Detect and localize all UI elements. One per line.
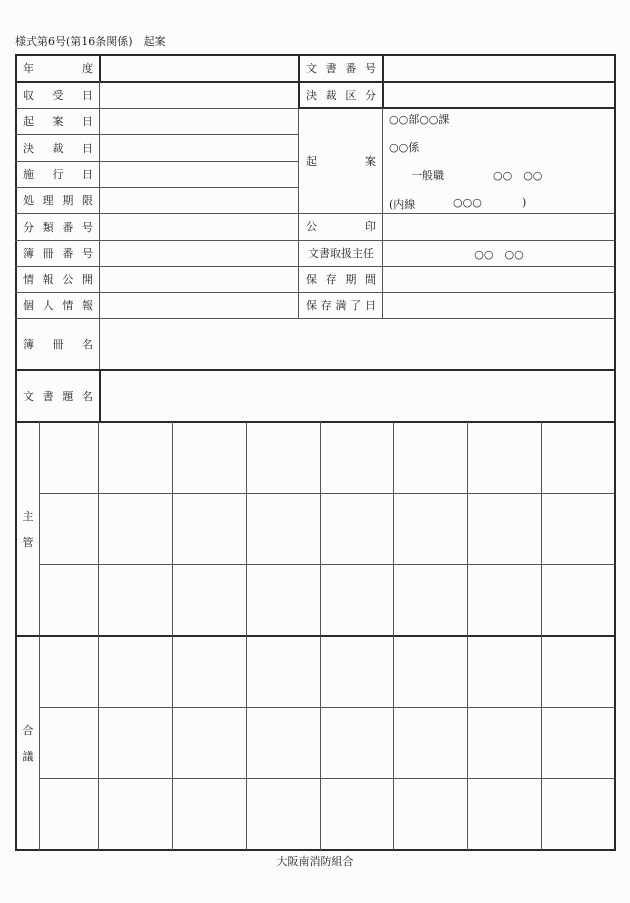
row-divider [298, 213, 615, 214]
approval-stamp-cell[interactable] [99, 708, 172, 778]
column-divider [382, 54, 384, 109]
drafter-extension-close: ) [522, 196, 527, 209]
label-left-row-9: 個 人 情 報 [23, 299, 93, 312]
column-divider [99, 370, 101, 422]
row-divider [15, 292, 298, 293]
approval-stamp-cell[interactable] [321, 565, 393, 636]
approval-stamp-cell[interactable] [468, 423, 541, 493]
input-document-title[interactable] [101, 371, 614, 422]
approval-stamp-cell[interactable] [99, 637, 172, 707]
input-left-row-1[interactable] [100, 82, 298, 108]
label-left-row-4: 施 行 日 [23, 168, 93, 181]
row-divider [298, 240, 615, 241]
input-book-name[interactable] [100, 319, 614, 370]
approval-section-label-0: 主 管 [22, 510, 34, 549]
approval-stamp-cell[interactable] [542, 708, 615, 778]
input-document-officer[interactable]: ○○ ○○ [474, 247, 524, 261]
label-book-name: 簿 冊 名 [23, 338, 93, 351]
approval-stamp-cell[interactable] [468, 494, 541, 564]
input-approval-type[interactable] [384, 82, 614, 108]
drafter-extension-open: (内線 [389, 198, 416, 211]
approval-stamp-cell[interactable] [173, 779, 246, 850]
approval-stamp-cell[interactable] [173, 423, 246, 493]
approval-stamp-cell[interactable] [394, 779, 467, 850]
label-left-row-7: 簿 冊 番 号 [23, 247, 93, 260]
approval-stamp-cell[interactable] [321, 494, 393, 564]
approval-stamp-cell[interactable] [173, 494, 246, 564]
approval-stamp-cell[interactable] [542, 565, 615, 636]
label-left-row-5: 処 理 期 限 [23, 194, 93, 207]
row-divider [298, 81, 615, 83]
input-left-row-7[interactable] [100, 241, 298, 266]
input-left-row-9[interactable] [100, 293, 298, 318]
approval-stamp-cell[interactable] [40, 779, 98, 850]
row-divider [15, 266, 298, 267]
drafter-name: ○○ ○○ [493, 169, 543, 182]
approval-stamp-cell[interactable] [321, 708, 393, 778]
approval-form [15, 54, 615, 850]
input-left-row-0[interactable] [100, 55, 298, 81]
label-drafter: 起 案 [306, 154, 376, 168]
input-left-row-4[interactable] [100, 162, 298, 187]
approval-stamp-cell[interactable] [542, 423, 615, 493]
input-left-row-8[interactable] [100, 267, 298, 292]
approval-stamp-cell[interactable] [173, 637, 246, 707]
input-retention-period[interactable] [384, 267, 614, 292]
column-divider [99, 318, 100, 370]
label-approval-type: 決 裁 区 分 [306, 88, 376, 102]
approval-stamp-cell[interactable] [394, 423, 467, 493]
approval-stamp-cell[interactable] [542, 637, 615, 707]
approval-stamp-cell[interactable] [542, 494, 615, 564]
row-divider [15, 81, 298, 83]
approval-stamp-cell[interactable] [468, 708, 541, 778]
drafter-department: ○○部○○課 [389, 113, 450, 126]
approval-stamp-cell[interactable] [247, 565, 320, 636]
column-divider [99, 81, 100, 318]
form-title: 様式第6号(第16条関係) 起案 [15, 35, 166, 48]
approval-section-label-1: 合 議 [22, 724, 34, 763]
label-official-seal: 公 印 [306, 220, 376, 233]
row-divider [15, 161, 298, 162]
row-divider [15, 187, 298, 188]
drafter-position: 一般職 [411, 169, 444, 182]
approval-stamp-cell[interactable] [173, 565, 246, 636]
label-document-number: 文 書 番 号 [306, 61, 376, 75]
label-document-title: 文 書 題 名 [23, 390, 93, 403]
organization-name: 大阪南消防組合 [276, 855, 354, 868]
drafter-section: ○○係 [389, 141, 420, 154]
approval-stamp-cell[interactable] [247, 708, 320, 778]
row-divider [15, 108, 298, 109]
row-divider [298, 266, 615, 267]
approval-stamp-cell[interactable] [247, 494, 320, 564]
approval-stamp-cell[interactable] [394, 708, 467, 778]
approval-stamp-cell[interactable] [321, 637, 393, 707]
approval-stamp-cell[interactable] [99, 779, 172, 850]
row-divider [15, 240, 298, 241]
row-divider [15, 134, 298, 135]
input-left-row-3[interactable] [100, 135, 298, 161]
input-left-row-2[interactable] [100, 109, 298, 134]
label-left-row-8: 情 報 公 開 [23, 273, 93, 286]
input-official-seal[interactable] [384, 214, 614, 239]
input-left-row-6[interactable] [100, 214, 298, 240]
approval-stamp-cell[interactable] [468, 565, 541, 636]
row-divider [15, 213, 298, 214]
approval-stamp-cell[interactable] [247, 779, 320, 850]
approval-stamp-cell[interactable] [394, 494, 467, 564]
label-document-officer: 文書取扱主任 [308, 247, 374, 260]
approval-stamp-cell[interactable] [40, 565, 98, 636]
input-left-row-5[interactable] [100, 188, 298, 213]
approval-stamp-cell[interactable] [99, 423, 172, 493]
approval-stamp-cell[interactable] [40, 637, 98, 707]
label-left-row-6: 分 類 番 号 [23, 220, 93, 234]
approval-stamp-cell[interactable] [99, 494, 172, 564]
approval-stamp-cell[interactable] [40, 708, 98, 778]
column-divider [99, 54, 101, 82]
label-left-row-2: 起 案 日 [23, 115, 93, 128]
label-left-row-0: 年 度 [23, 61, 93, 75]
label-left-row-3: 決 裁 日 [23, 141, 93, 155]
input-document-number[interactable] [384, 55, 614, 81]
approval-stamp-cell[interactable] [173, 708, 246, 778]
approval-stamp-cell[interactable] [394, 565, 467, 636]
approval-stamp-cell[interactable] [247, 423, 320, 493]
drafter-extension-number: ○○○ [453, 196, 482, 209]
approval-stamp-cell[interactable] [394, 637, 467, 707]
approval-stamp-cell[interactable] [40, 494, 98, 564]
approval-stamp-cell[interactable] [247, 637, 320, 707]
input-retention-end-date[interactable] [384, 293, 614, 318]
approval-stamp-cell[interactable] [321, 423, 393, 493]
label-retention-period: 保 存 期 間 [306, 273, 376, 286]
row-divider [298, 292, 615, 293]
label-retention-end-date: 保 存 満 了 日 [306, 299, 376, 312]
approval-stamp-cell[interactable] [99, 565, 172, 636]
approval-stamp-cell[interactable] [321, 779, 393, 850]
approval-stamp-cell[interactable] [542, 779, 615, 850]
approval-stamp-cell[interactable] [468, 779, 541, 850]
approval-stamp-cell[interactable] [40, 423, 98, 493]
label-left-row-1: 収 受 日 [23, 88, 93, 102]
approval-stamp-cell[interactable] [468, 637, 541, 707]
